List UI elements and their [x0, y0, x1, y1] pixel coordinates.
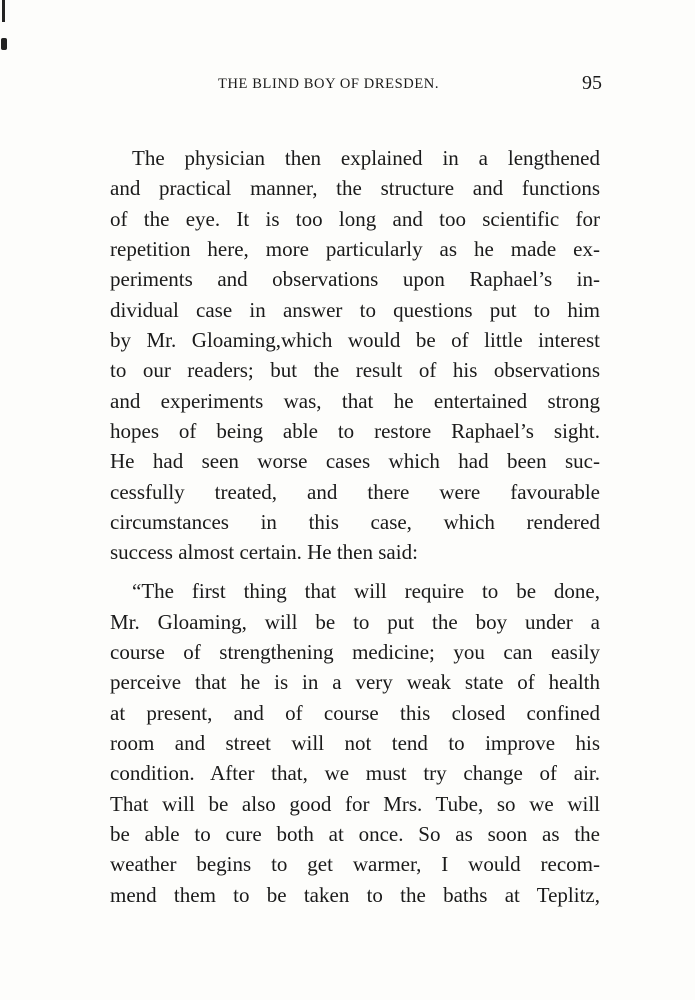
text-line: repetition here, more particularly as he made ex-: [110, 237, 600, 262]
page-body: [110, 143, 600, 910]
text-line: The physician then explained in a lengthened: [132, 146, 600, 170]
text-line: weather begins to get warmer, I would recom-: [110, 852, 600, 877]
text-line: Mr. Gloaming, will be to put the boy under a: [110, 609, 600, 634]
text-line: dividual case in answer to questions put to him: [110, 297, 600, 322]
text-line: be able to cure both at once. So as soon as the: [110, 822, 600, 847]
text-line: He had seen worse cases which had been suc-: [110, 449, 600, 474]
text-line: and experiments was, that he entertained strong: [110, 388, 600, 413]
text-line: of the eye. It is too long and too scientific for: [110, 206, 600, 231]
scan-artifact: [1, 38, 7, 50]
text-line: “The first thing that will require to be done,: [132, 579, 600, 604]
running-title: THE BLIND BOY OF DRESDEN.: [218, 76, 440, 92]
page-header: [110, 72, 602, 102]
text-line: by Mr. Gloaming,which would be of little interest: [110, 328, 600, 353]
text-line: cessfully treated, and there were favourable: [110, 479, 600, 504]
text-line: success almost certain. He then said:: [110, 540, 418, 565]
scan-artifact: [2, 0, 5, 22]
text-line: periments and observations upon Raphael’s in-: [110, 267, 600, 292]
paragraph: [110, 143, 600, 568]
paragraph: [110, 576, 600, 910]
text-line: to our readers; but the result of his observations: [110, 358, 600, 383]
text-line: hopes of being able to restore Raphael’s sight.: [110, 419, 600, 444]
text-line: room and street will not tend to improve his: [110, 731, 600, 756]
text-line: That will be also good for Mrs. Tube, so we will: [110, 791, 600, 816]
text-line: condition. After that, we must try change of air.: [110, 761, 600, 786]
page-number: 95: [582, 72, 602, 94]
text-line: at present, and of course this closed confined: [110, 700, 600, 725]
text-line: and practical manner, the structure and functions: [110, 176, 600, 201]
text-line: circumstances in this case, which rendered: [110, 510, 600, 535]
text-line: mend them to be taken to the baths at Teplitz,: [110, 882, 600, 907]
text-line: perceive that he is in a very weak state of health: [110, 670, 600, 695]
text-line: course of strengthening medicine; you can easily: [110, 640, 600, 664]
